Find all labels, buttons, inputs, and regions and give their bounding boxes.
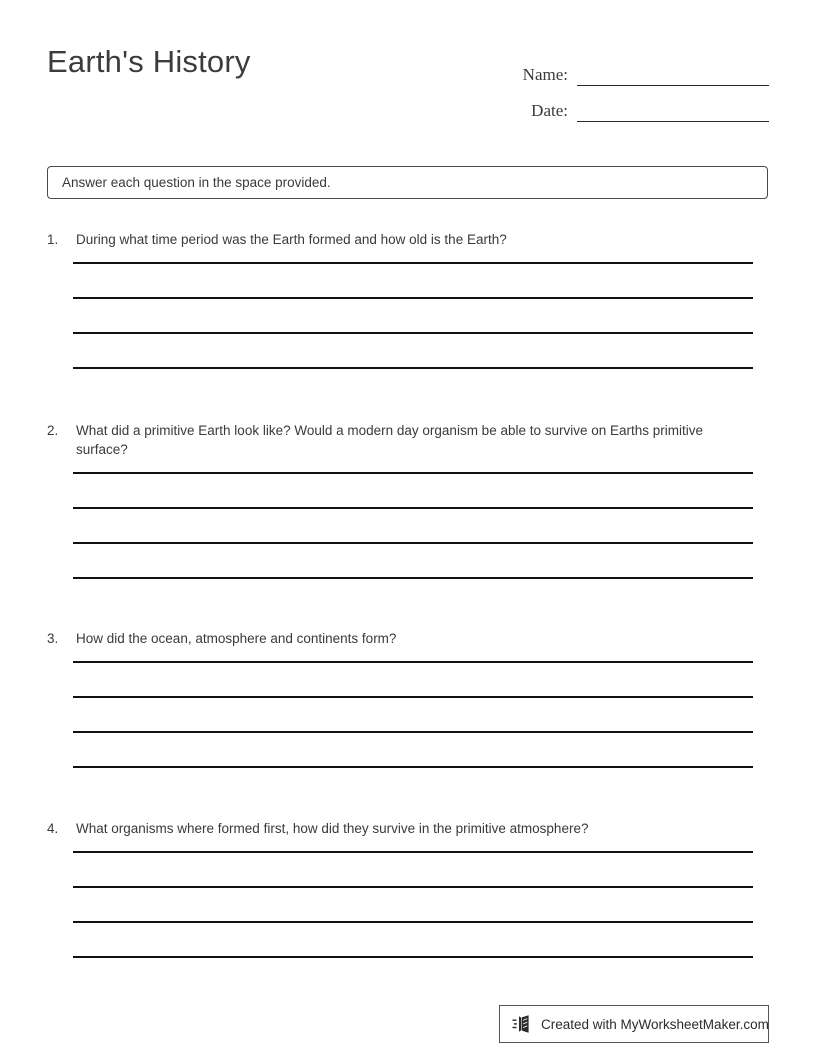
question-block-4 xyxy=(47,819,769,958)
question-block-3 xyxy=(47,629,769,768)
question-text-3: How did the ocean, atmosphere and continents form? xyxy=(76,631,397,646)
created-with-badge[interactable] xyxy=(499,1005,769,1043)
date-input-line[interactable] xyxy=(577,120,769,122)
question-text-2: What did a primitive Earth look like? Would a modern day organism be able to survive on Earths primitive surface? xyxy=(76,423,704,457)
answer-lines-1 xyxy=(73,262,769,369)
question-heading-4 xyxy=(47,819,769,838)
answer-line[interactable] xyxy=(73,921,753,923)
instruction-box xyxy=(47,166,768,199)
answer-line[interactable] xyxy=(73,696,753,698)
answer-line[interactable] xyxy=(73,577,753,579)
question-block-2 xyxy=(47,421,769,579)
question-number-4: 4. xyxy=(47,821,59,836)
question-number-1: 1. xyxy=(47,232,59,247)
worksheet-header xyxy=(47,40,769,130)
answer-lines-2 xyxy=(73,472,769,579)
question-number-2: 2. xyxy=(47,423,59,438)
date-field-row xyxy=(511,86,769,122)
name-date-block xyxy=(511,50,769,122)
answer-line[interactable] xyxy=(73,262,753,264)
created-with-text: Created with MyWorksheetMaker.com xyxy=(541,1016,769,1032)
question-heading-3 xyxy=(47,629,769,648)
page-title: Earth's History xyxy=(47,44,251,79)
answer-line[interactable] xyxy=(73,851,753,853)
name-field-row xyxy=(511,50,769,86)
question-block-1 xyxy=(47,230,769,369)
answer-lines-4 xyxy=(73,851,769,958)
answer-lines-3 xyxy=(73,661,769,768)
answer-line[interactable] xyxy=(73,507,753,509)
question-text-4: What organisms where formed first, how did they survive in the primitive atmosphere? xyxy=(76,821,589,836)
answer-line[interactable] xyxy=(73,297,753,299)
question-number-3: 3. xyxy=(47,631,59,646)
answer-line[interactable] xyxy=(73,766,753,768)
answer-line[interactable] xyxy=(73,332,753,334)
answer-line[interactable] xyxy=(73,542,753,544)
answer-line[interactable] xyxy=(73,661,753,663)
name-label: Name: xyxy=(522,65,568,84)
question-text-1: During what time period was the Earth formed and how old is the Earth? xyxy=(76,232,507,247)
question-heading-1 xyxy=(47,230,769,249)
answer-line[interactable] xyxy=(73,367,753,369)
question-heading-2 xyxy=(47,421,769,459)
answer-line[interactable] xyxy=(73,886,753,888)
worksheet-maker-logo-icon xyxy=(512,1013,534,1035)
name-input-line[interactable] xyxy=(577,84,769,86)
date-label: Date: xyxy=(531,101,568,120)
answer-line[interactable] xyxy=(73,472,753,474)
answer-line[interactable] xyxy=(73,731,753,733)
instruction-text: Answer each question in the space provided. xyxy=(62,175,331,190)
answer-line[interactable] xyxy=(73,956,753,958)
